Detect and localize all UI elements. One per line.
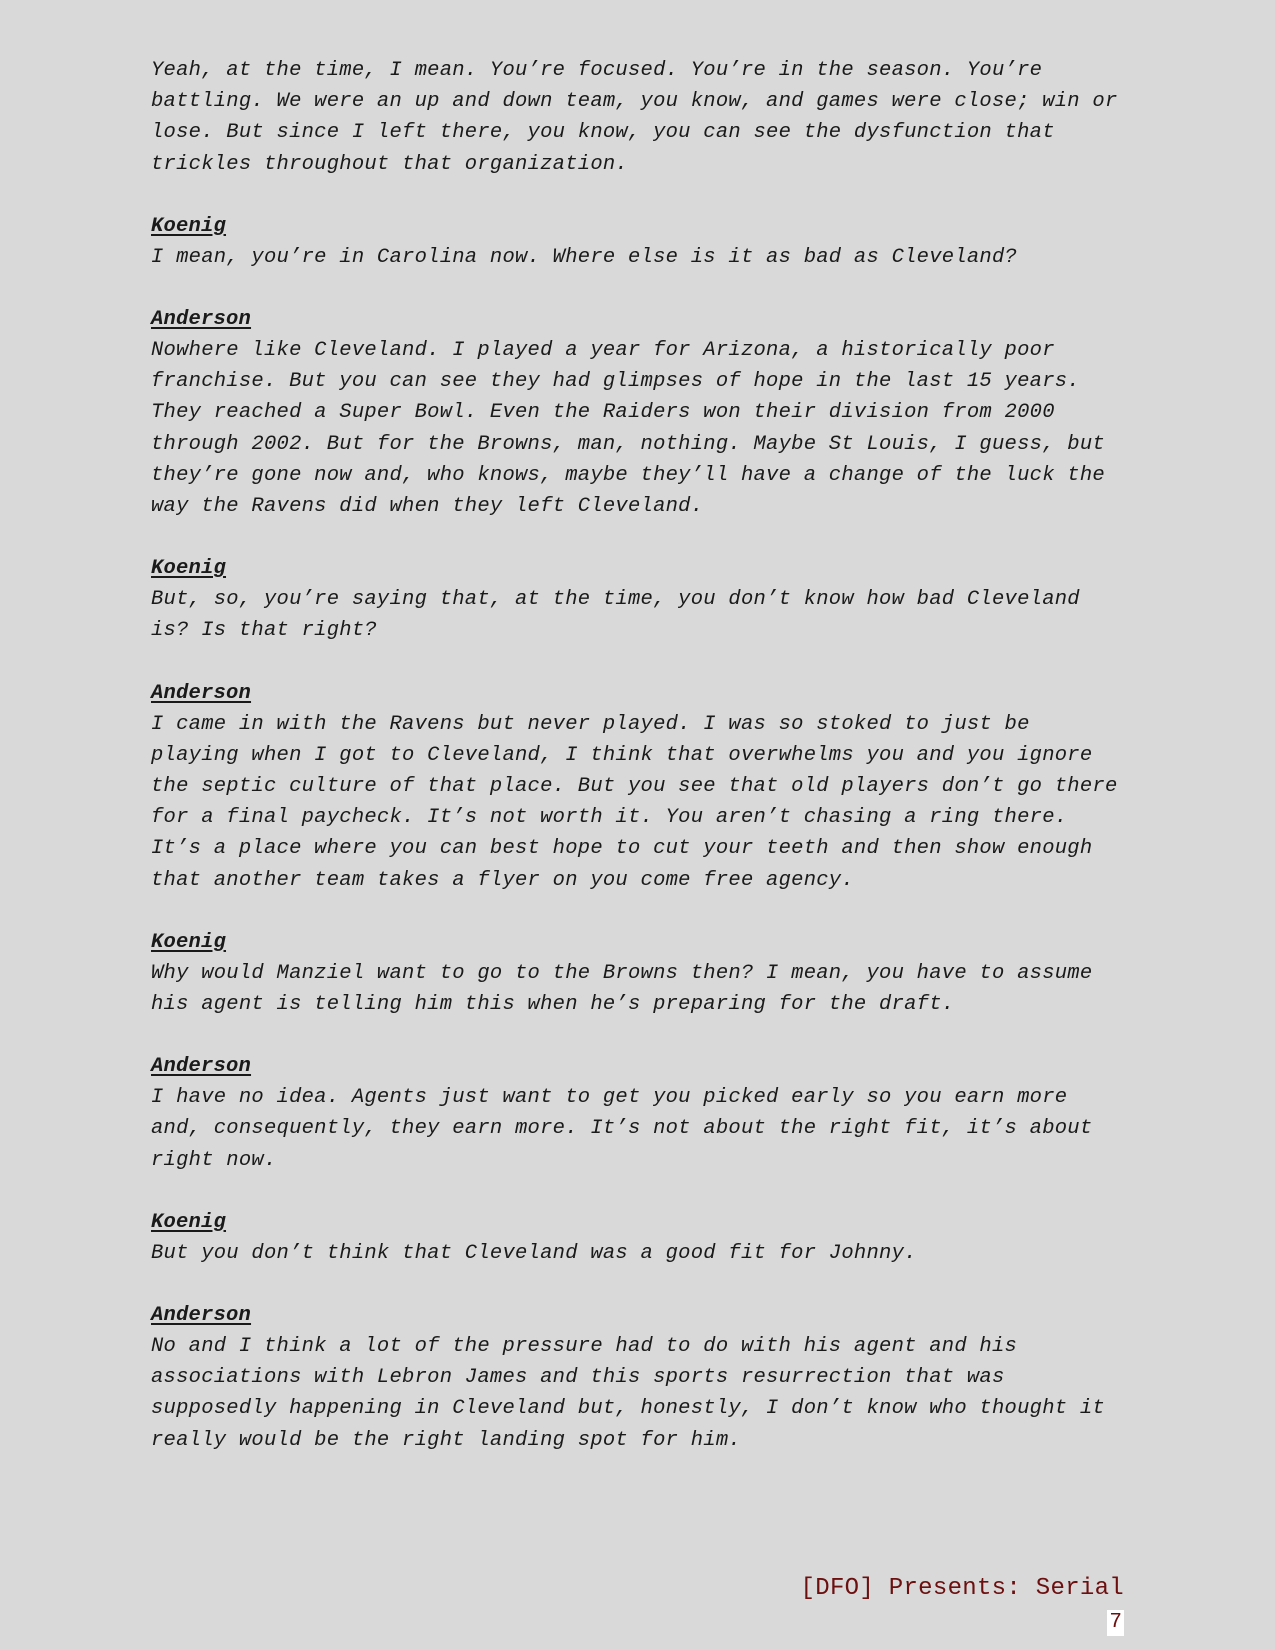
speaker-name: Anderson [151, 681, 252, 705]
dialogue-text: Nowhere like Cleveland. I played a year for Arizona, a historically poor franchise. But you can see they had glimpses of hope in the last 15 years. They reached a Super Bowl. Even the Raiders won their division from 2000 through 2002. But for the Browns, man, nothing. Maybe St Louis, I guess, but they’re gone now and, who knows, maybe they’ll have a change of the luck the way the Ravens did when they left Cleveland. [151, 339, 1105, 519]
transcript-block [151, 678, 1126, 896]
transcript-block [151, 304, 1126, 522]
speaker-name: Koenig [151, 930, 227, 954]
dialogue-text: Yeah, at the time, I mean. You’re focused. You’re in the season. You’re battling. We were an up and down team, you know, and games were close; win or lose. But since I left there, you know, you can see the dysfunction that trickles throughout that organization. [151, 59, 1118, 176]
transcript-block [151, 211, 1126, 273]
speaker-name: Anderson [151, 308, 252, 332]
transcript-body [151, 55, 1126, 1487]
dialogue-text: I came in with the Ravens but never played. I was so stoked to just be playing when I got to Cleveland, I think that overwhelms you and you ignore the septic culture of that place. But you see that old players don’t go there for a final paycheck. It’s not worth it. You aren’t chasing a ring there. It’s a place where you can best hope to cut your teeth and then show enough that another team takes a flyer on you come free agency. [151, 712, 1118, 892]
dialogue-text: I mean, you’re in Carolina now. Where else is it as bad as Cleveland? [151, 245, 1018, 269]
speaker-name: Koenig [151, 557, 227, 581]
dialogue-text: No and I think a lot of the pressure had to do with his agent and his associations with Lebron James and this sports resurrection that was supposedly happening in Cleveland but, honestly, I don’t know who thought it really would be the right landing spot for him. [151, 1335, 1105, 1452]
transcript-block [151, 55, 1126, 180]
speaker-name: Koenig [151, 1210, 227, 1234]
dialogue-text: But, so, you’re saying that, at the time, you don’t know how bad Cleveland is? Is that right? [151, 588, 1080, 643]
dialogue-text: I have no idea. Agents just want to get you picked early so you earn more and, consequently, they earn more. It’s not about the right fit, it’s about right now. [151, 1086, 1093, 1172]
transcript-block [151, 1051, 1126, 1176]
dialogue-text: But you don’t think that Cleveland was a good fit for Johnny. [151, 1241, 917, 1265]
transcript-block [151, 927, 1126, 1020]
transcript-block [151, 1207, 1126, 1269]
transcript-block [151, 1300, 1126, 1456]
footer-title: [DFO] Presents: Serial [800, 1575, 1124, 1602]
speaker-name: Anderson [151, 1055, 252, 1079]
dialogue-text: Why would Manziel want to go to the Browns then? I mean, you have to assume his agent is telling him this when he’s preparing for the draft. [151, 961, 1093, 1017]
speaker-name: Koenig [151, 214, 227, 238]
speaker-name: Anderson [151, 1304, 252, 1328]
transcript-block [151, 553, 1126, 646]
page-number: 7 [1109, 1611, 1122, 1634]
